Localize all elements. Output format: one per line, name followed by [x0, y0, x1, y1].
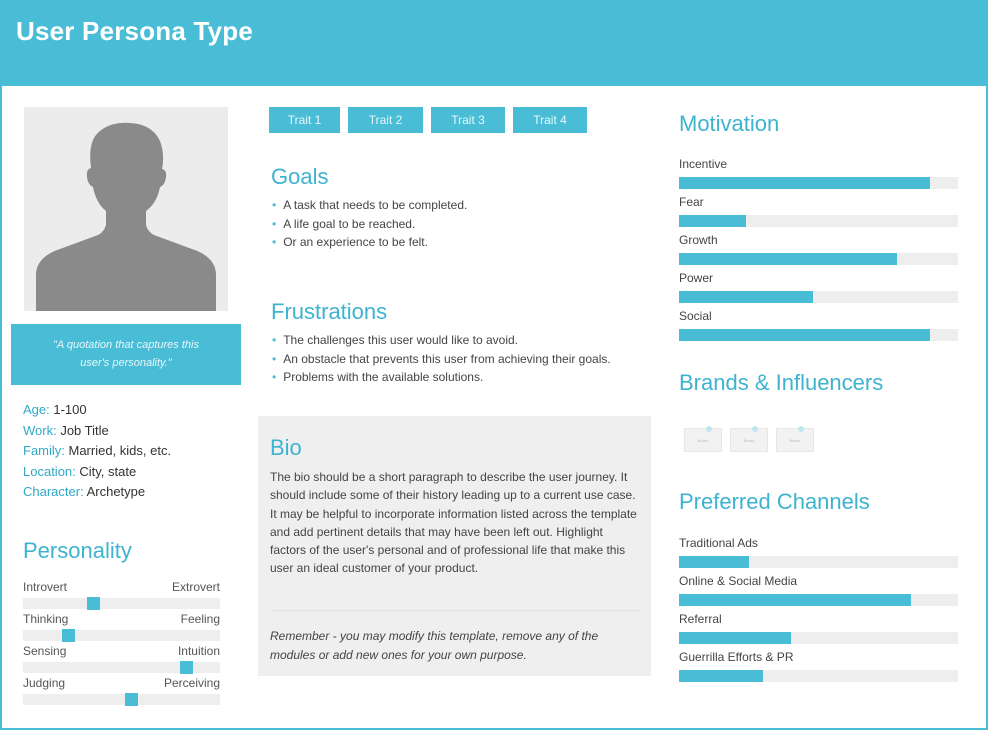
page-title: User Persona Type: [16, 16, 254, 46]
frustrations-heading: Frustrations: [271, 299, 388, 324]
fact-value: Archetype: [83, 484, 146, 499]
brand-logo: [776, 428, 814, 452]
persona-quote: "A quotation that captures this user's personality.": [11, 324, 241, 385]
motivation-label: Growth: [679, 233, 718, 247]
motivation-bar-fill: [679, 253, 897, 265]
fact-key: Age:: [23, 402, 50, 417]
bio-text: The bio should be a short paragraph to describe the user journey. It should include some of their history leading up to a current use case. It may be helpful to incorporate information listed across the template and add pertinent details that may have been left out. Highlight factors of the user's personal and of professional life that make this user an ideal customer of your product.: [270, 470, 637, 576]
personality-left-label: Judging: [23, 676, 66, 690]
personality-slider-track: [23, 630, 220, 641]
motivation-bar-track: [679, 329, 958, 341]
fact-age: [23, 400, 171, 421]
motivation-bar-track: [679, 291, 958, 303]
channel-bar-track: [679, 594, 958, 606]
list-item: • The challenges this user would like to avoid.: [272, 331, 611, 350]
goals-list: [272, 196, 467, 252]
goals-heading: Goals: [271, 164, 329, 189]
list-item: • Or an experience to be felt.: [272, 233, 467, 252]
personality-left-label: Sensing: [23, 644, 67, 658]
persona-facts: [23, 400, 171, 503]
fact-key: Location:: [23, 463, 76, 479]
fact-key: Character:: [23, 484, 84, 499]
trait-tag-4: Trait 4: [513, 107, 587, 133]
bio-panel: [258, 416, 651, 676]
frustrations-list: [272, 331, 611, 387]
channel-bar-track: [679, 556, 958, 568]
motivation-label: Incentive: [679, 157, 728, 171]
fact-value: Job Title: [56, 422, 109, 438]
personality-slider-track: [23, 662, 220, 673]
brand-logo-icon: [706, 426, 712, 432]
channel-bar-track: [679, 670, 958, 682]
channel-label: Online & Social Media: [679, 574, 798, 588]
personality-heading: Personality: [23, 538, 132, 563]
fact-value: 1-100: [49, 402, 87, 417]
channel-label: Guerrilla Efforts & PR: [679, 650, 794, 664]
fact-key: Work:: [23, 422, 57, 438]
fact-value: City, state: [75, 463, 137, 479]
brands-heading: Brands & Influencers: [679, 370, 884, 395]
channel-bar-fill: [679, 670, 763, 682]
channel-label: Traditional Ads: [679, 536, 758, 550]
fact-value: Married, kids, etc.: [64, 443, 172, 458]
personality-right-label: Extrovert: [171, 580, 220, 594]
channel-bar-fill: [679, 556, 749, 568]
motivation-heading: Motivation: [679, 111, 780, 136]
motivation-label: Fear: [679, 195, 704, 209]
personality-right-label: Feeling: [180, 612, 220, 626]
personality-right-label: Perceiving: [163, 676, 220, 690]
channel-bar-fill: [679, 632, 791, 644]
avatar: [24, 107, 228, 311]
brand-logo-label: Brand: [743, 438, 755, 443]
motivation-bar-track: [679, 253, 958, 265]
list-item: • A life goal to be reached.: [272, 215, 467, 234]
fact-family: [23, 441, 171, 462]
motivation-bar-fill: [679, 329, 930, 341]
brand-logo: [684, 428, 722, 452]
motivation-bar-track: [679, 177, 958, 189]
list-item: • A task that needs to be completed.: [272, 196, 467, 215]
personality-slider-knob: [180, 661, 193, 674]
motivation-bar-fill: [679, 291, 813, 303]
brand-logo-icon: [798, 426, 804, 432]
channel-bar-track: [679, 632, 958, 644]
personality-left-label: Thinking: [23, 612, 69, 626]
personality-slider-knob: [87, 597, 100, 610]
channel-bar-fill: [679, 594, 911, 606]
bio-divider: [270, 610, 642, 611]
list-item: • Problems with the available solutions.: [272, 368, 611, 387]
bio-heading: Bio: [270, 435, 302, 460]
brand-logo: [730, 428, 768, 452]
brand-logo-icon: [752, 426, 758, 432]
motivation-label: Power: [679, 271, 714, 285]
brand-logo-label: Brand: [789, 438, 801, 443]
list-item: • An obstacle that prevents this user from achieving their goals.: [272, 350, 611, 369]
trait-tag-3: Trait 3: [431, 107, 505, 133]
trait-tag-2: Trait 2: [348, 107, 423, 133]
motivation-label: Social: [679, 309, 712, 323]
header-banner: [0, 0, 988, 86]
fact-character: [23, 482, 171, 503]
bio-note: Remember - you may modify this template, remove any of the modules or add new ones for your own purpose.: [270, 629, 599, 662]
personality-right-label: Intuition: [177, 644, 220, 658]
motivation-bar-fill: [679, 177, 930, 189]
trait-tag-1: Trait 1: [269, 107, 340, 133]
personality-slider-track: [23, 694, 220, 705]
motivation-bar-fill: [679, 215, 746, 227]
personality-slider-track: [23, 598, 220, 609]
personality-slider-knob: [62, 629, 75, 642]
personality-left-label: Introvert: [23, 580, 68, 594]
channels-heading: Preferred Channels: [679, 489, 870, 514]
channel-label: Referral: [679, 612, 722, 626]
fact-location: [23, 462, 171, 483]
fact-work: [23, 421, 171, 442]
brand-logo-label: Brand: [697, 438, 709, 443]
motivation-bar-track: [679, 215, 958, 227]
personality-slider-knob: [125, 693, 138, 706]
fact-key: Family:: [23, 443, 65, 458]
person-silhouette-icon: [24, 107, 228, 311]
